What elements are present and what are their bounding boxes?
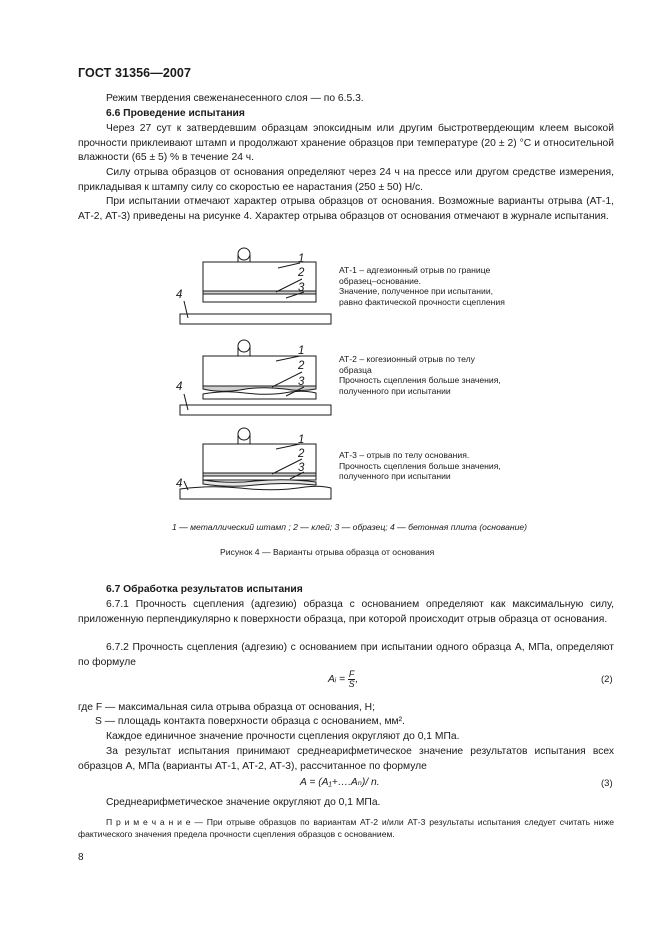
callout-4-at3: 4: [176, 478, 183, 490]
description-at1: [339, 265, 505, 307]
base-plate-at1: [180, 314, 331, 324]
at2-line-2: образца: [339, 364, 372, 375]
stamp-handle-at2: [238, 340, 250, 352]
callout-2-at2: 2: [298, 360, 305, 372]
callout-3-at3: 3: [298, 462, 305, 474]
section-heading-6-6: 6.6 Проведение испытания: [106, 108, 245, 119]
stamp-handle-at1: [238, 248, 250, 260]
paragraph-rounding: Каждое единичное значение прочности сцепления округляют до 0,1 МПа.: [106, 731, 460, 742]
base-plate-at2: [180, 405, 331, 415]
base-plate-at3: [180, 486, 331, 499]
description-at3: [339, 450, 501, 482]
stamp-handle-at3: [238, 428, 250, 440]
callout-3-at2: 3: [298, 376, 305, 388]
section-heading-6-7: 6.7 Обработка результатов испытания: [106, 584, 303, 595]
at2-line-1: АТ-2 – когезионный отрыв по телу: [339, 354, 475, 364]
callout-1-at1: 1: [298, 253, 305, 265]
callout-4-at1: 4: [176, 289, 183, 301]
at3-line-1: АТ-3 – отрыв по телу основания.: [339, 450, 470, 460]
paragraph-result: За результат испытания принимают среднеарифметическое значение результатов испытания всех образцов А, МПа (варианты АТ-1, АТ-2, АТ-3), рассчитанное по формуле: [78, 746, 614, 772]
callout-2-at1: 2: [298, 267, 305, 279]
at1-line-4: равно фактической прочности сцепления: [339, 296, 505, 307]
sample-at1: [203, 294, 316, 302]
at3-line-3: полученного при испытании: [339, 471, 451, 482]
figure-caption: Рисунок 4 — Варианты отрыва образца от основания: [220, 547, 435, 557]
formula-2: [328, 670, 358, 689]
figure-legend: 1 — металлический штамп ; 2 — клей; 3 — образец; 4 — бетонная плита (основание): [172, 522, 527, 532]
paragraph-6-7-1: 6.7.1 Прочность сцепления (адгезию) образца с основанием определяют как максимальную силу, приложенную перпендикулярно к поверхности образца, при которой происходит отрыв образца от основания.: [78, 599, 614, 625]
base-fragment-at3: [203, 480, 316, 487]
at3-line-2: Прочность сцепления больше значения,: [339, 460, 501, 471]
at1-line-1: АТ-1 – адгезионный отрыв по границе: [339, 265, 491, 275]
formula-2-lhs: Aᵢ =: [328, 674, 346, 686]
at2-line-4: полученного при испытании: [339, 385, 451, 396]
paragraph-mean-rounding: Среднеарифметическое значение округляют до 0,1 МПа.: [106, 797, 381, 808]
callout-1-at2: 1: [298, 345, 305, 357]
callout-4-at2: 4: [176, 381, 183, 393]
formula-2-comma: ,: [355, 674, 359, 686]
callout-3-at1: 3: [298, 282, 305, 294]
at2-line-3: Прочность сцепления больше значения,: [339, 375, 501, 386]
page-number: 8: [78, 852, 84, 863]
formula-2-denominator: S: [348, 679, 355, 689]
paragraph-storage: Через 27 сут к затвердевшим образцам эпоксидным или другим быстротвердеющим клеем высокой прочности приклеивают штамп и продолжают хранение образцов при температуре (20 ± 2) °С и относительной влажности (65 ± 5) % в течение 24 ч.: [78, 123, 614, 164]
sample-at3: [203, 476, 316, 480]
formula-2-number: (2): [601, 674, 613, 685]
paragraph-force: Силу отрыва образцов от основания определяют через 24 ч на прессе или другом средстве измерения, прикладывая к штампу силу со скоростью ее нарастания (250 ± 50) Н/с.: [78, 167, 614, 193]
formula-3-number: (3): [601, 778, 613, 789]
where-s: S — площадь контакта поверхности образца с основанием, мм².: [95, 716, 405, 727]
paragraph-6-7-2: 6.7.2 Прочность сцепления (адгезию) с основанием при испытании одного образца A, МПа, определяют по формуле: [78, 642, 614, 668]
formula-3: A = (A₁+….Aₙ)/ n.: [300, 777, 380, 788]
callout-1-at3: 1: [298, 434, 305, 446]
formula-2-numerator: F: [348, 669, 355, 679]
sample-at2: [203, 391, 316, 399]
at1-line-3: Значение, полученное при испытании,: [339, 286, 494, 297]
paragraph-failure-types: При испытании отмечают характер отрыва образцов от основания. Возможные варианты отрыва (АТ-1, АТ-2, АТ-3) приведены на рисунке 4. Характер отрыва образцов от основания отмечают в журнале испытания.: [78, 196, 614, 222]
callout-2-at3: 2: [298, 448, 305, 460]
document-header: ГОСТ 31356—2007: [78, 66, 192, 80]
paragraph-curing: Режим твердения свеженанесенного слоя — по 6.5.3.: [106, 93, 364, 104]
note: П р и м е ч а н и е — При отрыве образцов по вариантам АТ-2 и/или АТ-3 результаты испытания следует считать ниже фактического значения предела прочности сцепления образцов с основанием.: [78, 817, 614, 839]
at1-line-2: образец–основание.: [339, 275, 422, 286]
description-at2: [339, 354, 501, 396]
where-f: где F — максимальная сила отрыва образца от основания, Н;: [78, 702, 375, 713]
